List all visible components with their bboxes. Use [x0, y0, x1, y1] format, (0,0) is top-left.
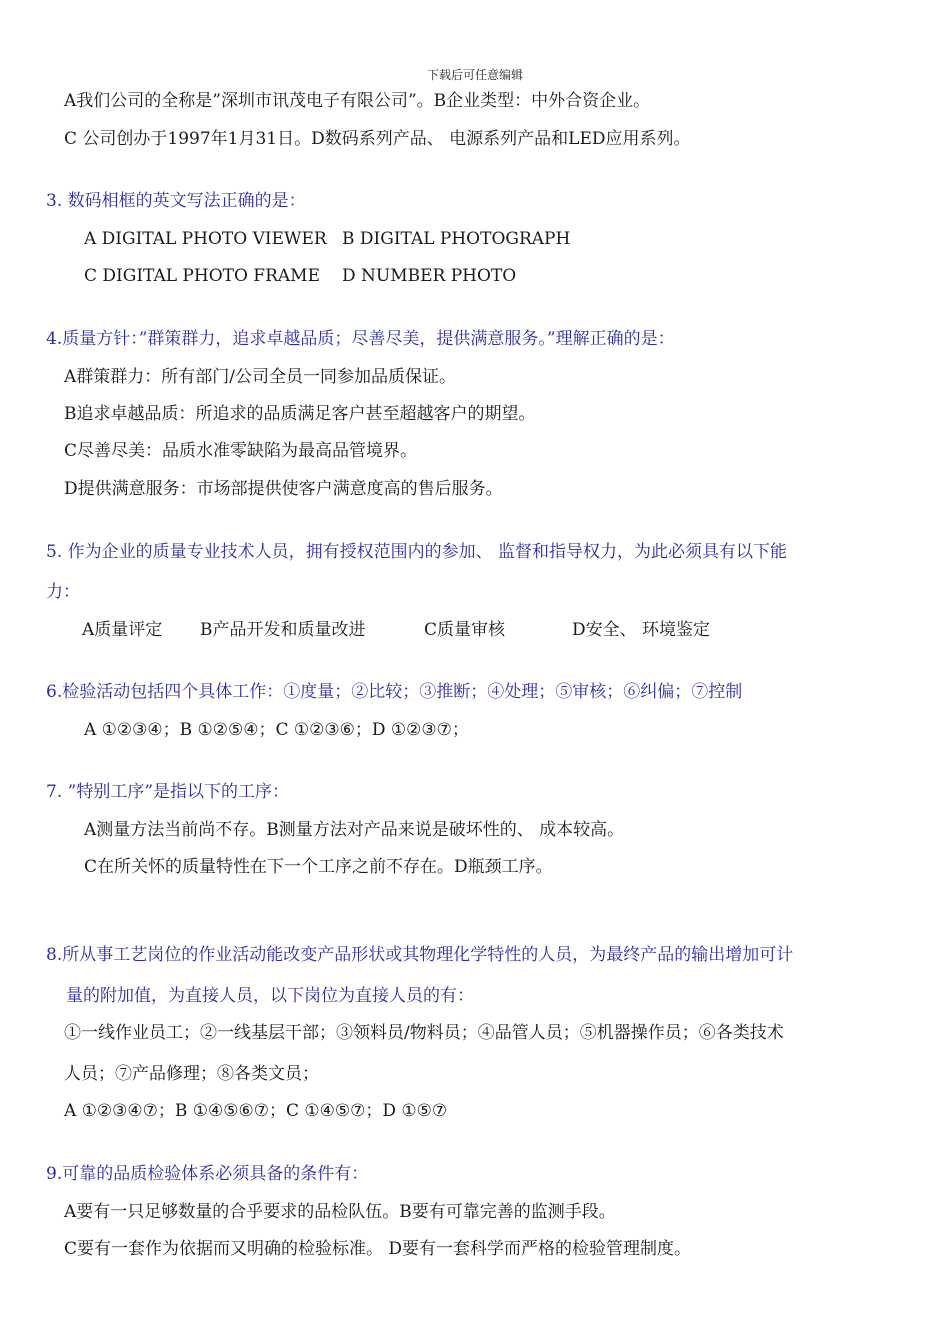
- q3-option-a: A DIGITAL PHOTO VIEWER: [84, 229, 327, 249]
- intro-line-1: A我们公司的全称是”深圳市讯茂电子有限公司”。B企业类型：中外合资企业。: [64, 91, 651, 111]
- question-9: 9.可靠的品质检验体系必须具备的条件有：: [46, 1164, 369, 1184]
- q4-option-c: C尽善尽美：品质水准零缺陷为最高品管境界。: [64, 441, 418, 461]
- q3-option-d: D NUMBER PHOTO: [342, 266, 517, 286]
- q4-option-b: B追求卓越品质：所追求的品质满足客户甚至超越客户的期望。: [64, 404, 536, 424]
- q8-options: A ①②③④⑦；B ①④⑤⑥⑦；C ①④⑤⑦；D ①⑤⑦: [64, 1101, 448, 1121]
- q3-option-c: C DIGITAL PHOTO FRAME: [84, 266, 320, 286]
- q4-option-d: D提供满意服务：市场部提供使客户满意度高的售后服务。: [64, 479, 503, 499]
- question-7: 7. ”特别工序”是指以下的工序：: [46, 782, 290, 802]
- q8-list-line-2: 人员；⑦产品修理；⑧各类文员；: [64, 1064, 319, 1084]
- q7-options-line-1: A测量方法当前尚不存。B测量方法对产品来说是破坏性的、 成本较高。: [84, 820, 625, 840]
- question-8-line-1: 8.所从事工艺岗位的作业活动能改变产品形状或其物理化学特性的人员，为最终产品的输出增加可计: [46, 945, 794, 965]
- q5-option-b: B产品开发和质量改进: [200, 620, 366, 640]
- q5-option-a: A质量评定: [82, 620, 163, 640]
- q4-option-a: A群策群力：所有部门/公司全员一同参加品质保证。: [64, 367, 457, 387]
- q6-options: A ①②③④；B ①②⑤④；C ①②③⑥；D ①②③⑦；: [84, 720, 469, 740]
- question-4: 4.质量方针：”群策群力，追求卓越品质；尽善尽美，提供满意服务。”理解正确的是：: [46, 329, 675, 349]
- question-6: 6.检验活动包括四个具体工作：①度量；②比较；③推断；④处理；⑤审核；⑥纠偏；⑦控制: [46, 682, 743, 702]
- q8-list-line-1: ①一线作业员工；②一线基层干部；③领料员/物料员；④品管人员；⑤机器操作员；⑥各类技术: [64, 1023, 784, 1043]
- question-8-line-2: 量的附加值，为直接人员，以下岗位为直接人员的有：: [66, 986, 474, 1006]
- intro-line-2: C 公司创办于1997年1月31日。D数码系列产品、 电源系列产品和LED应用系列。: [64, 129, 691, 149]
- q7-options-line-2: C在所关怀的质量特性在下一个工序之前不存在。D瓶颈工序。: [84, 857, 553, 877]
- question-5-line-1: 5. 作为企业的质量专业技术人员，拥有授权范围内的参加、 监督和指导权力，为此必须具有以下能: [46, 542, 788, 562]
- question-3: 3. 数码相框的英文写法正确的是：: [46, 191, 306, 211]
- q5-option-d: D安全、 环境鉴定: [572, 620, 711, 640]
- q3-option-b: B DIGITAL PHOTOGRAPH: [342, 229, 571, 249]
- question-5-line-2: 力：: [46, 582, 80, 602]
- q9-options-line-2: C要有一套作为依据而又明确的检验标准。 D要有一套科学而严格的检验管理制度。: [64, 1239, 692, 1259]
- page-header: 下载后可任意编辑: [426, 68, 523, 82]
- q9-options-line-1: A要有一只足够数量的合乎要求的品检队伍。B要有可靠完善的监测手段。: [64, 1202, 616, 1222]
- q5-option-c: C质量审核: [424, 620, 506, 640]
